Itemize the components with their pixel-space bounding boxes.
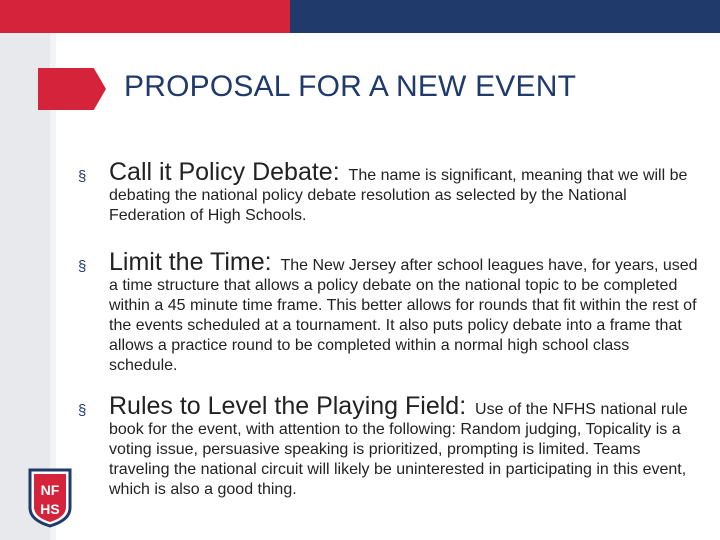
bullet-lead: The name is significant, meaning that we (348, 167, 639, 184)
bullet-lead: The New Jersey after school leagues have, for (280, 257, 611, 274)
bullet-item-3 (78, 392, 698, 500)
svg-text:NF: NF (40, 482, 60, 498)
slide-title: PROPOSAL FOR A NEW EVENT (124, 70, 577, 103)
bullet-marker: § (78, 402, 87, 419)
title-arrow-tab (38, 68, 106, 110)
bullet-body: national rule book for the event, with attention to the following: Random judging, Topicality is a voting issue, persuasive speaking is prioritized, prompting is limited. Teams traveling the national circuit will likely be uninterested in participating in this event, which is also a good thing. (109, 401, 688, 498)
bullet-marker: § (78, 258, 87, 275)
bullet-text (109, 248, 698, 376)
svg-text:HS: HS (40, 501, 60, 517)
bullet-lead: Use of the NFHS (475, 401, 596, 418)
bullet-heading: Rules to Level the Playing Field: (109, 392, 467, 420)
nfhs-logo (28, 468, 72, 528)
bullet-body: years, used a time structure that allows a policy debate on the national topic to be completed within a 45 minute time frame. This better allows for rounds that fit within the rest of the events scheduled at a tournament. It also puts policy debate into a frame that allows a practice round to be completed within a normal high school class schedule. (109, 257, 698, 374)
bullet-text (109, 392, 698, 500)
bullet-item-1 (78, 158, 698, 226)
header-accent (0, 0, 290, 33)
bullet-heading: Call it Policy Debate: (109, 158, 340, 186)
bullet-item-2 (78, 248, 698, 376)
bullet-text (109, 158, 698, 226)
bullet-marker: § (78, 168, 87, 185)
bullet-body: will be debating the national policy debate resolution as selected by the National Federation of High Schools. (109, 167, 688, 224)
bullet-heading: Limit the Time: (109, 248, 272, 276)
